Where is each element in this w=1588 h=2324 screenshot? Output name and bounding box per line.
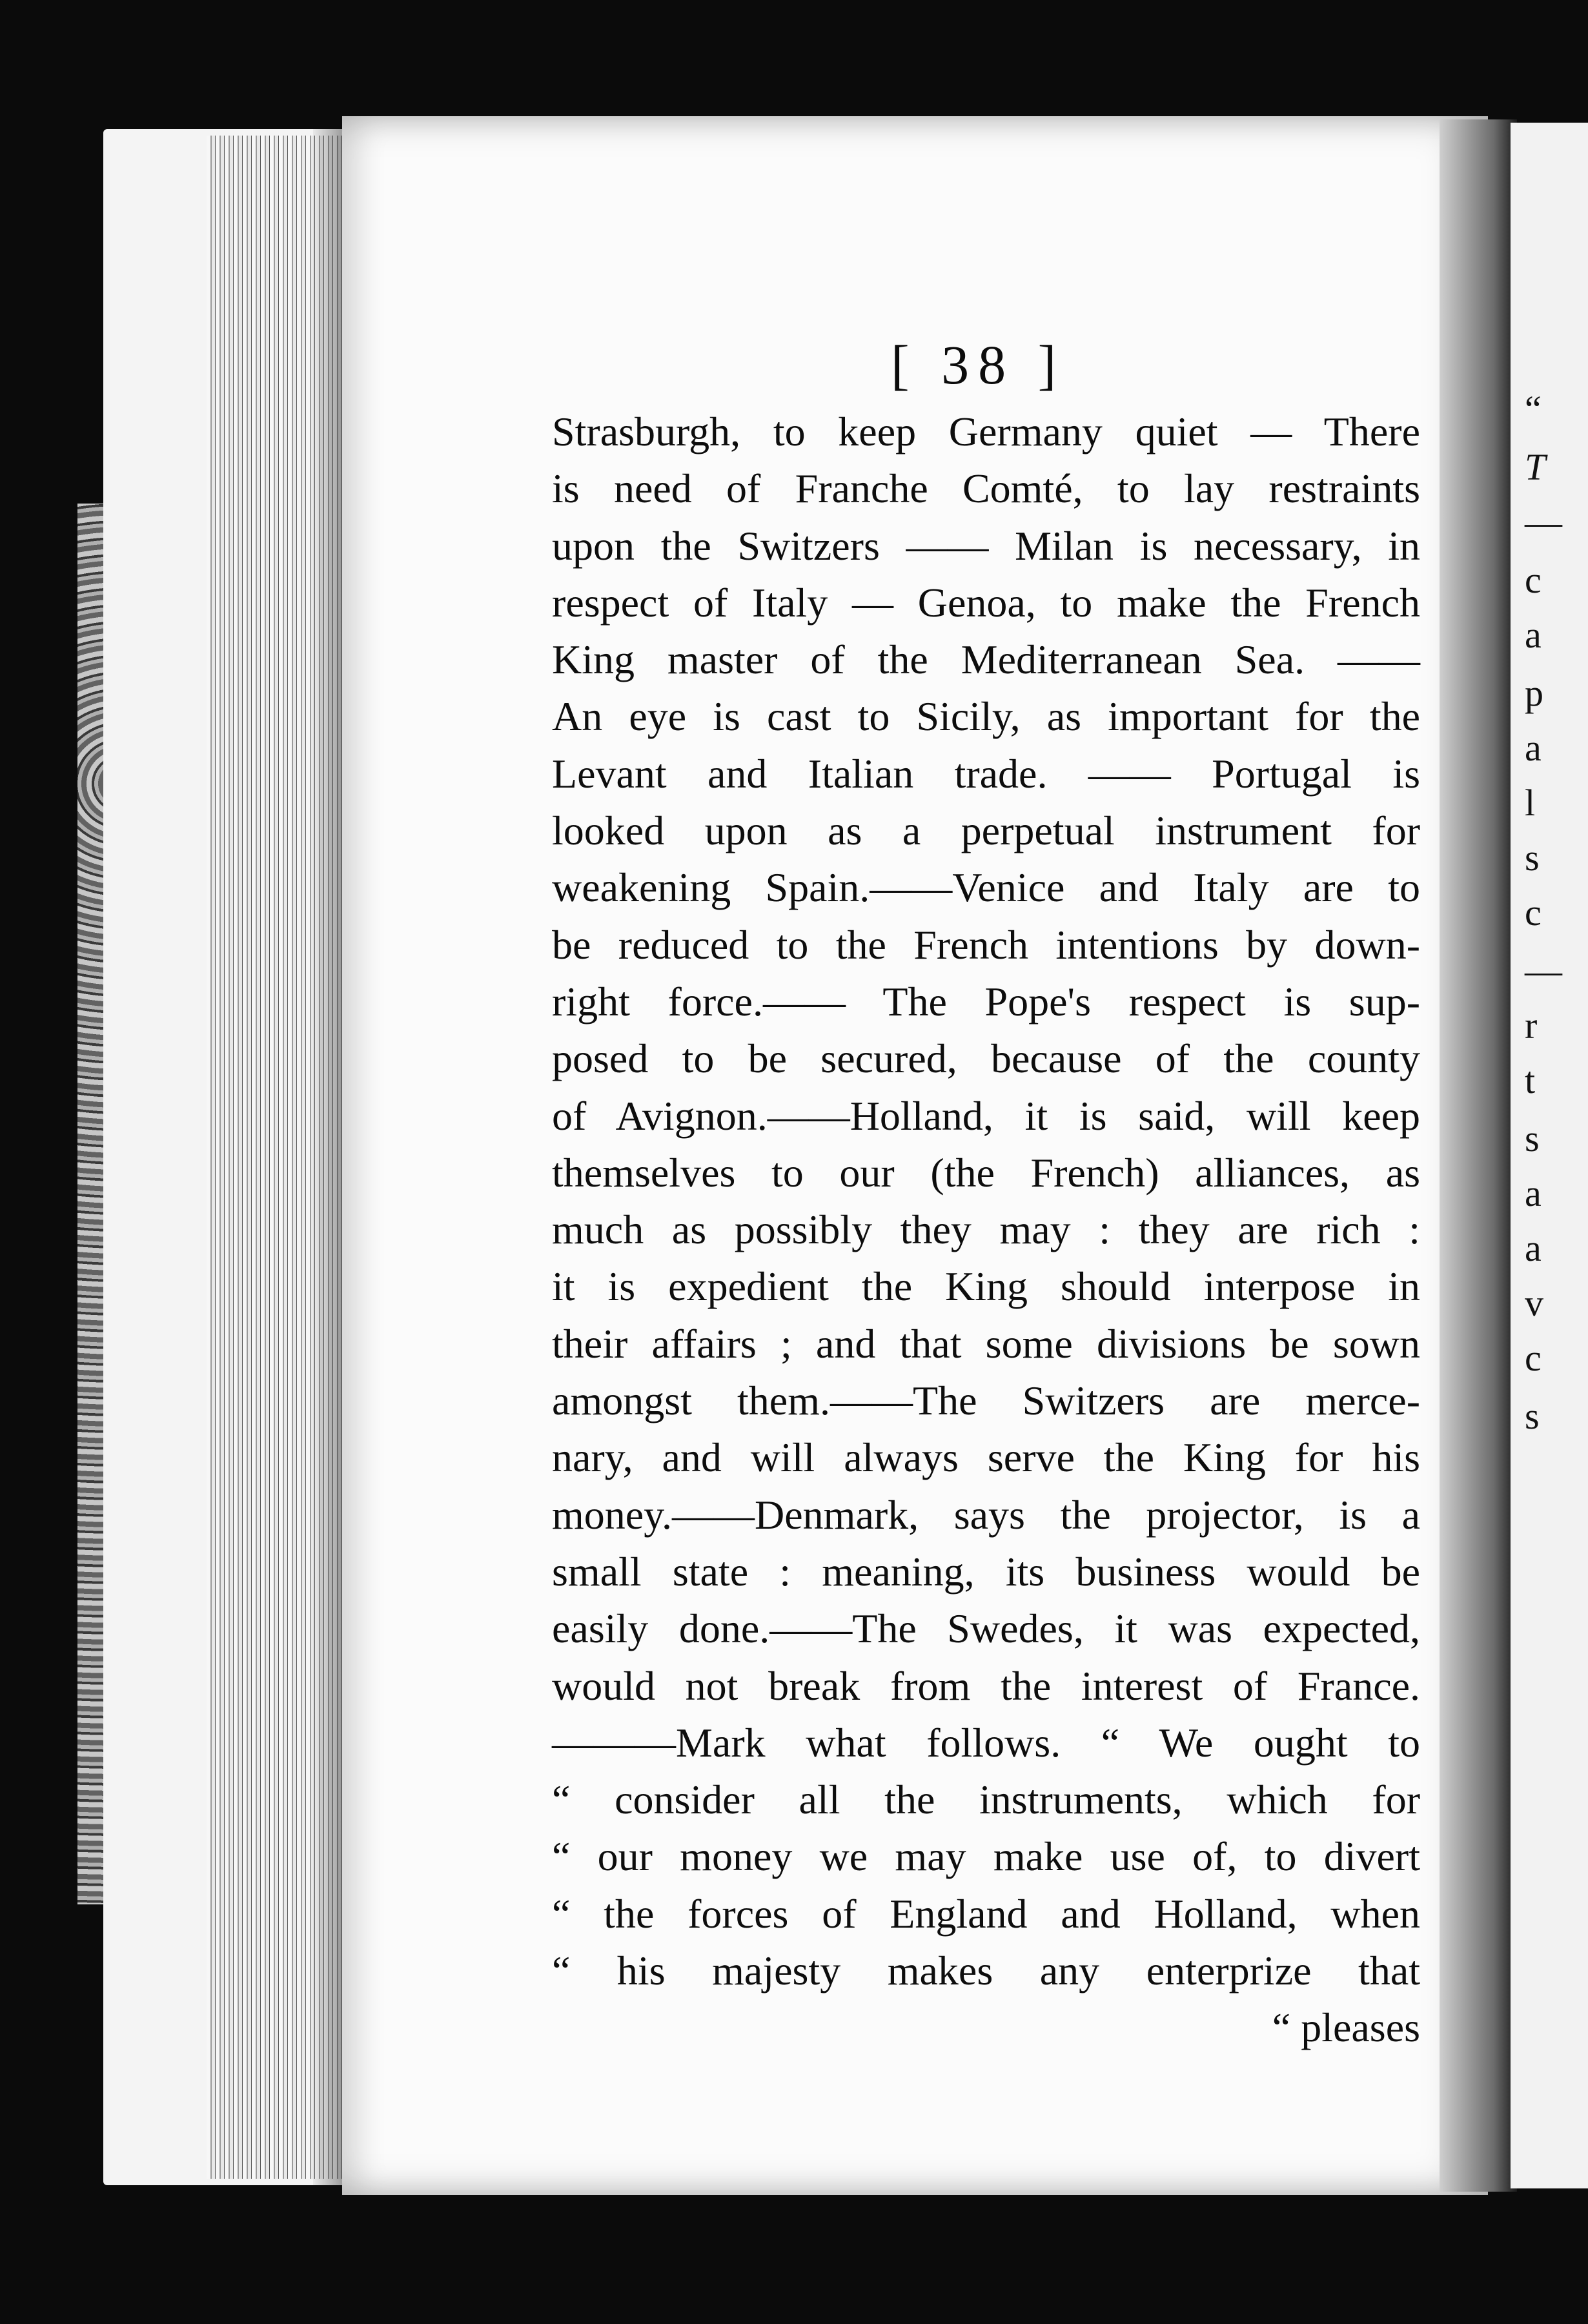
text-line: An eye is cast to Sicily, as important for the <box>552 693 1420 740</box>
text-line: ———Mark what follows. “ We ought to <box>552 1719 1420 1766</box>
text-line: “ his majesty makes any enterprize that <box>552 1948 1420 1994</box>
text-line: “ our money we may make use of, to divert <box>552 1833 1420 1880</box>
text-line: amongst them.——The Switzers are merce- <box>552 1378 1420 1424</box>
next-page-char: a <box>1525 614 1542 656</box>
text-line: weakening Spain.——Venice and Italy are to <box>552 864 1420 911</box>
text-line: “ consider all the instruments, which for <box>552 1777 1420 1823</box>
text-line: “ the forces of England and Holland, when <box>552 1890 1420 1937</box>
text-line: small state : meaning, its business would be <box>552 1548 1420 1595</box>
next-page-char: t <box>1525 1059 1536 1101</box>
text-line: themselves to our (the French) alliances, as <box>552 1149 1420 1196</box>
text-line: is need of Franche Comté, to lay restraints <box>552 465 1420 512</box>
text-line: of Avignon.——Holland, it is said, will keep <box>552 1092 1420 1139</box>
page-number-header: [ 38 ] <box>891 334 1066 396</box>
text-line: respect of Italy — Genoa, to make the French <box>552 579 1420 626</box>
text-line: be reduced to the French intentions by down- <box>552 921 1420 968</box>
text-line: nary, and will always serve the King for his <box>552 1434 1420 1481</box>
next-page-char: r <box>1525 1004 1538 1046</box>
text-line: upon the Switzers —— Milan is necessary, in <box>552 522 1420 569</box>
text-line: money.——Denmark, says the projector, is a <box>552 1491 1420 1538</box>
next-page-char: p <box>1525 672 1543 714</box>
next-page-char: s <box>1525 1117 1540 1159</box>
next-page-char: c <box>1525 1337 1542 1379</box>
text-line: looked upon as a perpetual instrument for <box>552 808 1420 854</box>
next-page-fragment <box>1511 123 1588 2188</box>
next-page-char: “ <box>1525 388 1542 430</box>
next-page-char: s <box>1525 1395 1540 1437</box>
text-line: Strasburgh, to keep Germany quiet — There <box>552 409 1420 454</box>
page-body-text <box>552 403 1420 2057</box>
next-page-char: c <box>1525 892 1542 933</box>
next-page-char: a <box>1525 1227 1542 1269</box>
next-page-char: a <box>1525 727 1542 769</box>
next-page-char: v <box>1525 1282 1543 1324</box>
next-page-char: — <box>1525 501 1562 543</box>
next-page-char: T <box>1525 446 1546 488</box>
page-gutter-shadow <box>1440 119 1517 2192</box>
text-line: much as possibly they may : they are rich : <box>552 1207 1420 1253</box>
text-line: it is expedient the King should interpose in <box>552 1263 1420 1310</box>
text-line: Levant and Italian trade. —— Portugal is <box>552 750 1420 797</box>
next-page-char: l <box>1525 782 1536 824</box>
text-line: right force.—— The Pope's respect is sup- <box>552 978 1420 1024</box>
text-line: King master of the Mediterranean Sea. —— <box>552 637 1420 683</box>
text-line: would not break from the interest of France. <box>552 1662 1420 1709</box>
next-page-char: c <box>1525 559 1542 601</box>
next-page-char: a <box>1525 1172 1542 1214</box>
next-page-char: s <box>1525 837 1540 879</box>
text-line: easily done.——The Swedes, it was expected, <box>552 1605 1420 1652</box>
next-page-char: — <box>1525 950 1562 992</box>
text-line: their affairs ; and that some divisions be sown <box>552 1320 1420 1367</box>
text-line: posed to be secured, because of the county <box>552 1035 1420 1082</box>
catchword: “ pleases <box>1272 2004 1420 2051</box>
